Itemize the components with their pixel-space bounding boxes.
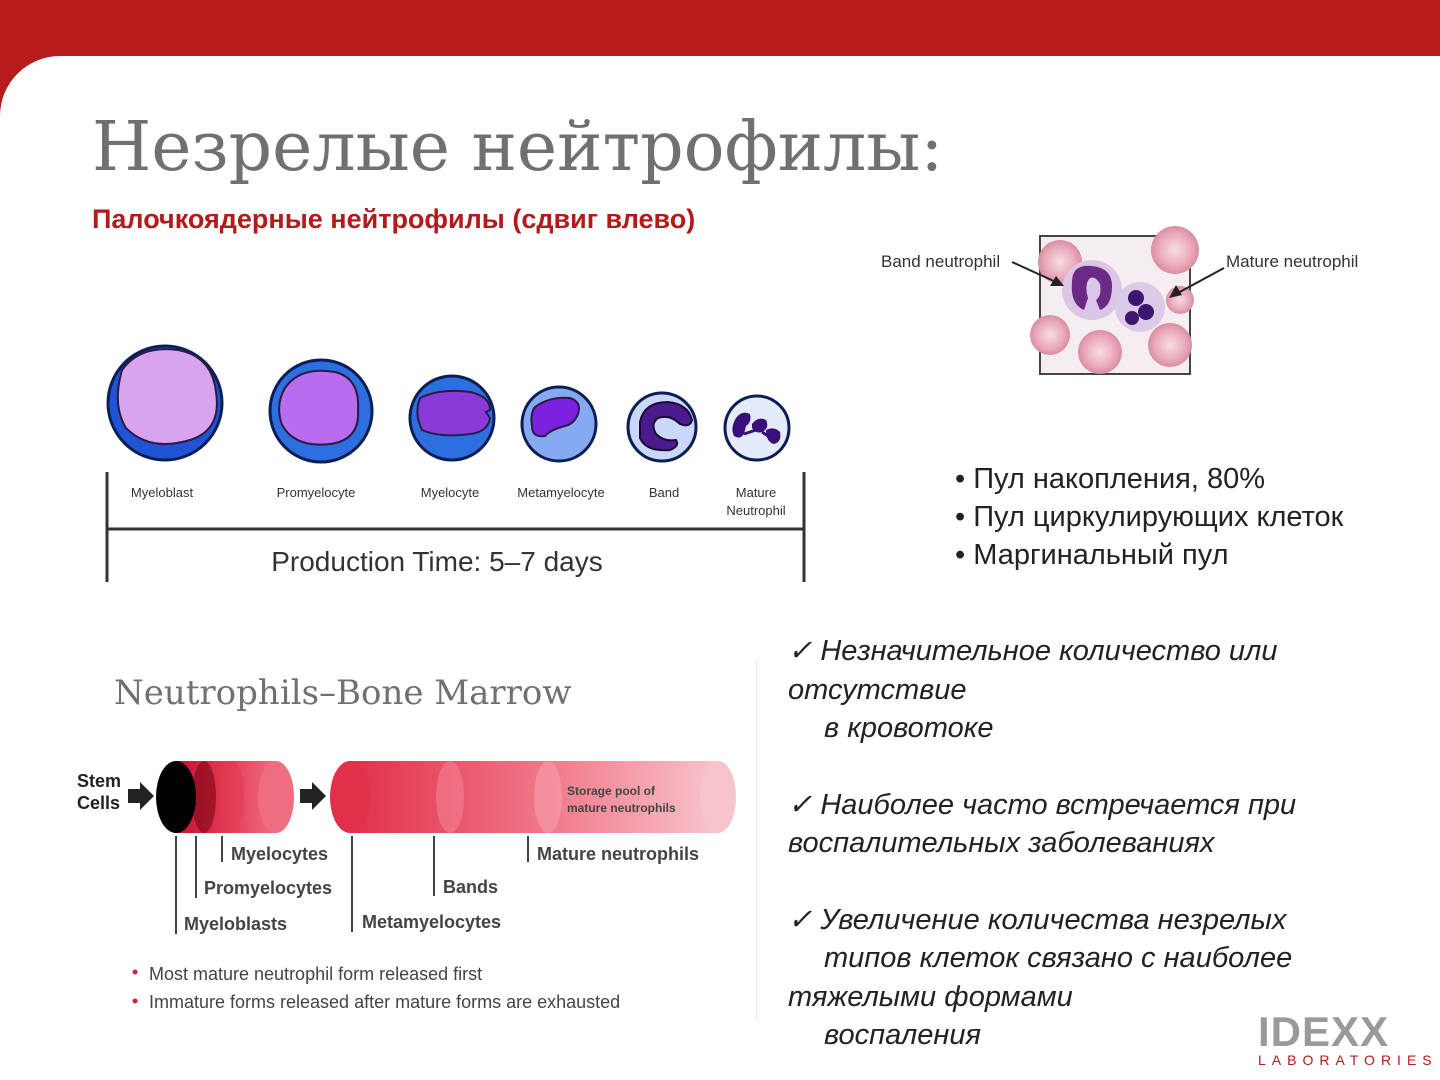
mature-neutrophil-label: Mature neutrophil: [1226, 252, 1359, 271]
storage-pool-label-1: Storage pool of: [567, 784, 655, 798]
cell-band: [628, 393, 696, 461]
bullet-icon: [133, 999, 138, 1004]
blood-smear-image: [1030, 226, 1199, 374]
note-1-line-1: ✓ Незначительное количество или: [788, 635, 1278, 667]
bone-marrow-title: Neutrophils–Bone Marrow: [114, 673, 572, 713]
production-time-label: Production Time: 5–7 days: [271, 546, 603, 577]
label-mature-neutrophils: Mature neutrophils: [537, 844, 700, 864]
note-1-line-2: отсутствие: [788, 673, 967, 706]
stage-label-neutrophil: Neutrophil: [726, 503, 786, 518]
label-promyelocytes: Promyelocytes: [204, 878, 333, 898]
maturation-pool-tube: [330, 761, 736, 833]
stage-label-promyelocyte: Promyelocyte: [276, 485, 356, 500]
label-myeloblasts: Myeloblasts: [184, 914, 288, 934]
note-3-line-2: типов клеток связано с наиболее: [824, 942, 1293, 974]
logo-subtext: LABORATORIES: [1258, 1052, 1438, 1068]
storage-pool-label-2: mature neutrophils: [567, 801, 676, 815]
arrow-icon-stem: [128, 782, 154, 810]
stage-label-band: Band: [648, 485, 680, 500]
stage-label-myeloblast: Myeloblast: [130, 485, 194, 500]
cell-metamyelocyte: [522, 387, 596, 461]
slide-title: Незрелые нейтрофилы:: [92, 108, 944, 187]
note-2-line-1: ✓ Наиболее часто встречается при: [788, 788, 1297, 821]
label-myelocytes: Myelocytes: [231, 844, 329, 864]
cell-myeloblast: [108, 346, 222, 460]
pools-item: • Пул циркулирующих клеток: [955, 501, 1344, 533]
proliferating-pool-tube: [156, 761, 294, 833]
cell-mature-neutrophil: [725, 396, 789, 460]
stage-label-metamyelocyte: Metamyelocyte: [517, 485, 605, 500]
note-3-line-4: воспаления: [824, 1019, 981, 1051]
bullet-icon: [133, 970, 138, 975]
pools-item: • Пул накопления, 80%: [955, 463, 1266, 495]
idexx-logo: [1258, 1008, 1438, 1068]
pools-list: [955, 460, 1343, 574]
cell-promyelocyte: [270, 360, 372, 462]
note-3-line-1: ✓ Увеличение количества незрелых: [788, 903, 1287, 936]
stage-label-myelocyte: Myelocyte: [420, 485, 480, 500]
logo-wordmark: IDEXX: [1258, 1008, 1390, 1055]
label-bands: Bands: [443, 877, 499, 897]
cell-myelocyte: [410, 376, 494, 460]
label-metamyelocytes: Metamyelocytes: [362, 912, 502, 932]
note-3-line-3: тяжелыми формами: [788, 980, 1073, 1013]
note-1-line-3: в кровотоке: [824, 712, 994, 744]
bone-marrow-bullet-2: Immature forms released after mature forms are exhausted: [149, 992, 621, 1012]
stem-cells-label-2: Cells: [77, 793, 121, 813]
stem-cells-label-1: Stem: [77, 771, 122, 791]
notes-list: [788, 632, 1408, 1055]
slide-subtitle: Палочкоядерные нейтрофилы (сдвиг влево): [92, 204, 696, 234]
column-divider: [756, 660, 757, 1020]
band-neutrophil-label: Band neutrophil: [881, 252, 1001, 271]
stage-label-mature: Mature: [735, 485, 777, 500]
note-2-line-2: воспалительных заболеваниях: [788, 827, 1215, 859]
pools-item: • Маргинальный пул: [955, 539, 1229, 571]
arrow-icon-transfer: [300, 782, 326, 810]
bone-marrow-bullet-1: Most mature neutrophil form released first: [149, 964, 483, 984]
